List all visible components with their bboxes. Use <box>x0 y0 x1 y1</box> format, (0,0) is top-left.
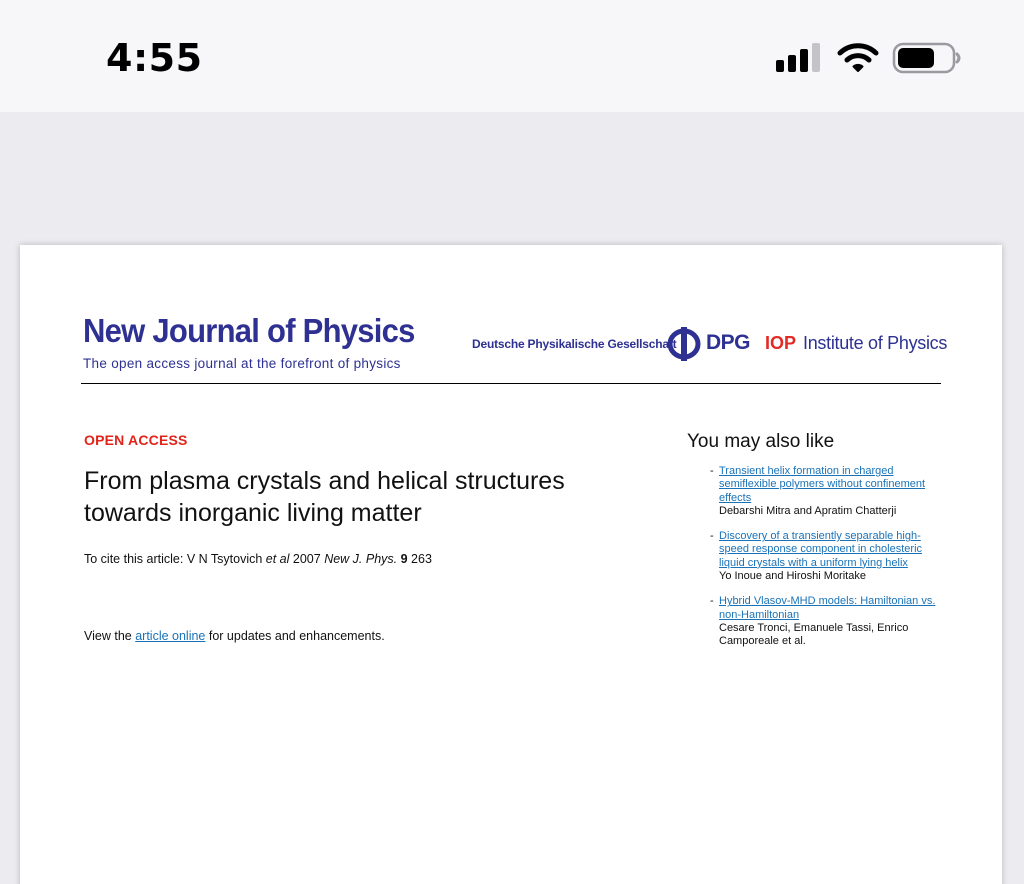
related-item <box>710 530 950 583</box>
status-bar <box>0 0 1024 112</box>
dpg-logo-icon <box>665 326 703 362</box>
article-online-link[interactable]: article online <box>135 629 206 643</box>
battery-icon <box>892 40 962 76</box>
related-item-authors: Cesare Tronci, Emanuele Tassi, Enrico Camporeale et al. <box>719 621 909 648</box>
journal-title: New Journal of Physics <box>83 312 415 349</box>
citation-et-al: et al <box>265 552 290 566</box>
related-item <box>710 465 950 518</box>
wifi-icon <box>836 40 880 76</box>
citation-journal: New J. Phys. <box>324 552 398 566</box>
list-dash: - <box>710 530 714 543</box>
view-online-suffix: for updates and enhancements. <box>205 629 385 643</box>
citation-page: 263 <box>407 552 432 566</box>
clock: 4:55 <box>106 36 203 80</box>
related-heading: You may also like <box>687 431 835 452</box>
related-item-link[interactable]: Discovery of a transiently separable high-speed response component in cholesteric liquid crystals with a uniform lying helix <box>719 530 923 569</box>
iop-logo: IOP <box>765 333 797 353</box>
citation-prefix: To cite this article: V N Tsytovich <box>84 552 266 566</box>
related-articles-list <box>710 465 950 661</box>
cellular-signal-icon <box>774 40 824 76</box>
related-item-link[interactable]: Transient helix formation in charged semiflexible polymers without confinement effects <box>719 465 926 504</box>
dpg-full-name: Deutsche Physikalische Gesellschaft <box>472 337 677 351</box>
citation-year: 2007 <box>289 552 325 566</box>
header-divider <box>81 383 941 384</box>
related-item-authors: Yo Inoue and Hiroshi Moritake <box>719 570 866 583</box>
iop-name: Institute of Physics <box>803 333 948 353</box>
list-dash: - <box>710 595 714 608</box>
status-icons <box>774 40 964 76</box>
journal-tagline: The open access journal at the forefront of physics <box>83 356 401 371</box>
citation <box>84 552 432 566</box>
pdf-page <box>20 245 1002 884</box>
dpg-abbrev: DPG <box>706 331 751 354</box>
citation-volume: 9 <box>400 552 408 566</box>
related-item <box>710 595 950 648</box>
open-access-label: OPEN ACCESS <box>84 432 188 448</box>
view-online-text <box>84 629 385 643</box>
article-title: From plasma crystals and helical structures towards inorganic living matter <box>84 467 565 527</box>
list-dash: - <box>710 465 714 477</box>
related-item-link[interactable]: Hybrid Vlasov-MHD models: Hamiltonian vs. non-Hamiltonian <box>719 595 936 621</box>
related-item-authors: Debarshi Mitra and Apratim Chatterji <box>719 504 897 517</box>
view-online-prefix: View the <box>84 629 136 643</box>
